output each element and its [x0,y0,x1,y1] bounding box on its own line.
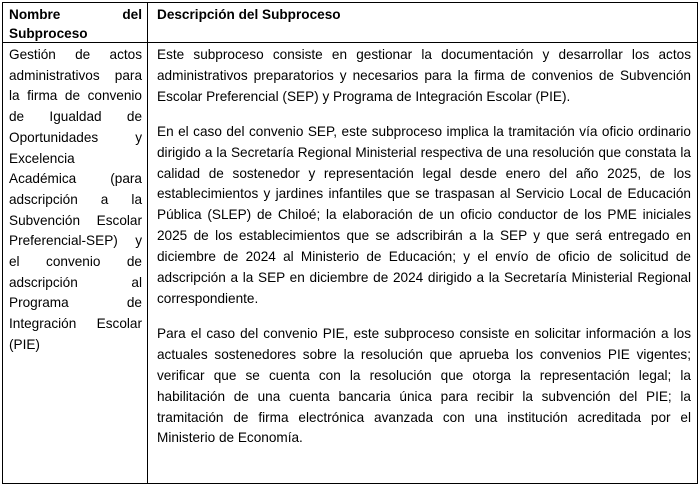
description-paragraph-2: En el caso del convenio SEP, este subproceso implica la tramitación vía oficio ordinario dirigido a la Secretaría Regional Ministerial respectiva de una resolución que constata la calidad de sostenedor y representación legal desde enero del año 2025, de los establecimientos y jardines infantiles que se traspasan al Servicio Local de Educación Pública (SLEP) de Chiloé; la elaboración de un oficio conductor de los PME iniciales 2025 de los establecimientos que se adscribirán a la SEP y que será entregado en diciembre de 2024 al Ministerio de Educación; y el envío de oficio de solicitud de adscripción a la SEP en diciembre de 2024 dirigido a la Secretaría Ministerial Regional correspondiente. [157,123,691,306]
header-subprocess-name-line1 [9,5,142,24]
header-word-nombre: Nombre [9,7,61,22]
subprocess-description-cell [148,43,697,483]
header-word-subproceso: Subproceso [9,26,88,41]
header-word-del: del [122,7,142,22]
description-paragraph-3: Para el caso del convenio PIE, este subproceso consiste en solicitar información a los actuales sostenedores sobre la resolución que aprueba los convenios PIE vigentes; verificar que se cuenta con la resolución que otorga la representación legal; la habilitación de una cuenta bancaria única para recibir la subvención del PIE; la tramitación de firma electrónica avanzada con una institución acreditada por el Ministerio de Economía. [157,325,691,446]
subprocess-table [2,2,698,484]
header-subprocess-description: Descripción del Subproceso [148,3,697,43]
description-paragraph-1: Este subproceso consiste en gestionar la documentación y desarrollar los actos administrativos preparatorios y necesarios para la firma de convenios de Subvención Escolar Preferencial (SEP) y Programa de Integración Escolar (PIE). [157,47,691,104]
header-subprocess-name [3,3,148,43]
subprocess-name-cell: Gestión de actos administrativos para la firma de convenio de Igualdad de Oportunidades y Excelencia Académica (para adscripción a la Subvención Escolar Preferencial-SEP) y el convenio de adscripción al Programa de Integración Escolar (PIE) [3,43,148,483]
